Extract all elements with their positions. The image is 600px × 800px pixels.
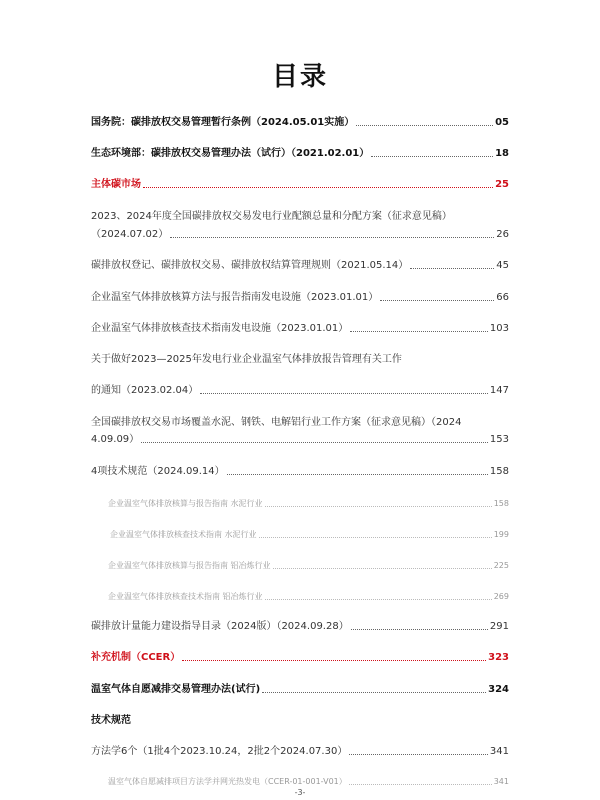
toc-entry-technical-specs[interactable] [91,465,509,478]
toc-entry-label: 生态环境部：碳排放权交易管理办法（试行）（2021.02.01） [91,148,370,159]
toc-entry-label: 补充机制（CCER） [91,652,181,663]
toc-entry-label: 企业温室气体排放核查技术指南发电设施（2023.01.01） [91,323,349,334]
dot-leader [182,660,486,661]
toc-entry-market-coverage[interactable] [91,433,509,446]
toc-entry-label: 企业温室气体排放核算与报告指南 水泥行业 [108,499,263,508]
toc-entry-registration-rules[interactable] [91,259,509,272]
toc-page-number: 291 [489,621,509,632]
page-title: 目录 [271,62,328,92]
toc-page-number: 341 [493,777,509,786]
toc-entry-label: 企业温室气体排放核算方法与报告指南发电设施（2023.01.01） [91,292,379,303]
dot-leader [410,268,494,269]
dot-leader [141,442,488,443]
toc-page-number: 18 [495,148,509,159]
toc-heading-technical-specs: 技术规范 [91,715,131,726]
toc-subentry[interactable] [108,559,509,572]
toc-page-number: 269 [493,592,509,601]
toc-entry-label: 国务院：碳排放权交易管理暂行条例（2024.05.01实施） [91,117,355,128]
toc-page-number: 199 [493,530,509,539]
toc-entry-line: 关于做好2023—2025年发电行业企业温室气体排放报告管理有关工作 [91,354,402,365]
dot-leader [262,692,486,693]
toc-entry-label: 碳排放权登记、碳排放权交易、碳排放权结算管理规则（2021.05.14） [91,260,409,271]
toc-entry-label: 温室气体自愿减排项目方法学并网光热发电（CCER-01-001-V01） [108,777,347,786]
toc-entry-line: 2023、2024年度全国碳排放权交易发电行业配额总量和分配方案（征求意见稿） [91,211,452,222]
dot-leader [349,784,492,785]
toc-page-number: 05 [495,117,509,128]
dot-leader [349,754,488,755]
toc-entry-metering-catalog[interactable] [91,620,509,633]
dot-leader [227,474,488,475]
toc-subentry[interactable] [110,528,509,541]
toc-entry-label: 4.09.09） [91,434,140,445]
toc-page-number: 323 [488,652,509,663]
toc-entry-label: （2024.07.02） [91,229,169,240]
dot-leader [350,331,488,332]
toc-section-ccer[interactable] [91,651,509,664]
toc-page-number: 26 [496,229,509,240]
toc-subentry[interactable] [108,590,509,603]
toc-entry-label: 温室气体自愿减排交易管理办法(试行) [91,684,261,695]
toc-entry-label: 企业温室气体排放核算与报告指南 铝冶炼行业 [108,561,271,570]
toc-entry-voluntary-measures[interactable] [91,683,509,696]
dot-leader [273,568,492,569]
toc-section-main-carbon-market[interactable] [91,178,509,191]
dot-leader [265,599,492,600]
toc-entry-label: 碳排放计量能力建设指导目录（2024版）（2024.09.28） [91,621,349,632]
toc-page-number: 66 [496,292,509,303]
dot-leader [200,393,488,394]
toc-entry-regulation[interactable] [91,116,509,129]
toc-entry-label: 企业温室气体排放核查技术指南 水泥行业 [110,530,257,539]
toc-entry-verification-guide[interactable] [91,322,509,335]
dot-leader [351,629,488,630]
toc-page-number: 25 [495,179,509,190]
toc-page-number: 103 [489,323,509,334]
toc-entry-accounting-guide[interactable] [91,291,509,304]
dot-leader [259,537,492,538]
toc-entry-label: 方法学6个（1批4个2023.10.24，2批2个2024.07.30） [91,746,348,757]
toc-page-number: 45 [496,260,509,271]
toc-entry-notice[interactable] [91,384,509,397]
dot-leader [371,156,493,157]
toc-subentry[interactable] [108,775,509,788]
toc-page-number: 147 [489,385,509,396]
toc-page-number: 158 [489,466,509,477]
dot-leader [265,506,492,507]
dot-leader [356,125,493,126]
dot-leader [380,300,494,301]
toc-entry-quota-plan[interactable] [91,228,509,241]
toc-page-number: 153 [489,434,509,445]
toc-entry-measures[interactable] [91,147,509,160]
toc-entry-line: 全国碳排放权交易市场覆盖水泥、钢铁、电解铝行业工作方案（征求意见稿）（2024 [91,417,462,428]
toc-subentry[interactable] [108,497,509,510]
toc-entry-label: 的通知（2023.02.04） [91,385,199,396]
toc-page-number: 158 [493,499,509,508]
toc-entry-label: 企业温室气体排放核查技术指南 铝冶炼行业 [108,592,263,601]
toc-entry-label: 4项技术规范（2024.09.14） [91,466,225,477]
toc-page-number: 341 [489,746,509,757]
toc-entry-label: 主体碳市场 [91,179,141,190]
toc-entry-methodologies[interactable] [91,745,509,758]
page-footer-number: -3- [294,788,306,797]
toc-page-number: 324 [488,684,509,695]
toc-page-number: 225 [493,561,509,570]
dot-leader [143,187,493,188]
dot-leader [170,237,494,238]
